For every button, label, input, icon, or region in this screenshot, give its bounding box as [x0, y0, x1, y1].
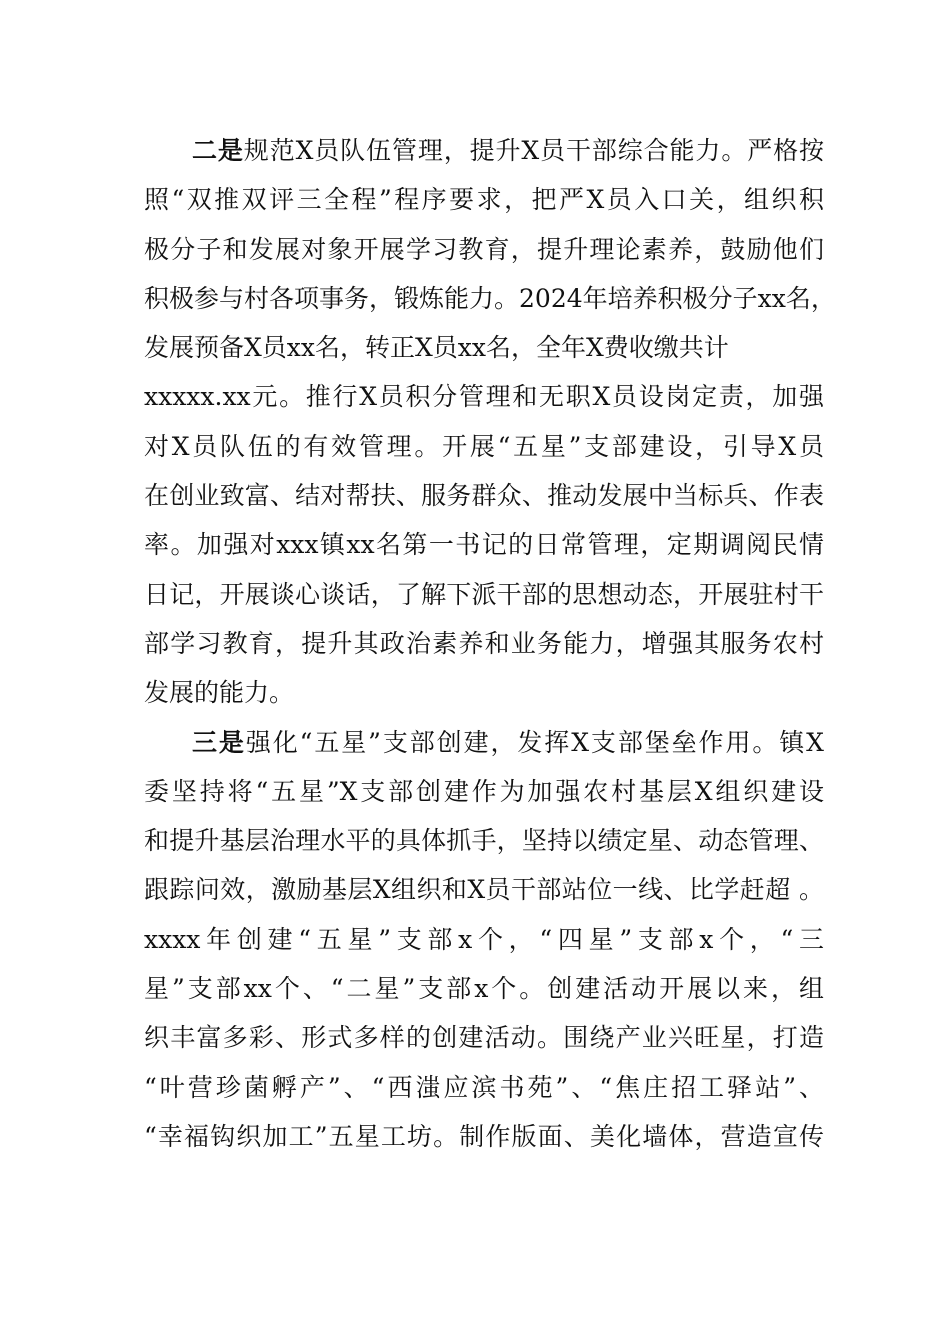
text-line: 极分子和发展对象开展学习教育，提升理论素养，鼓励他们: [144, 234, 824, 264]
text-line: 照“双推双评三全程”程序要求，把严X员入口关，组织积: [144, 185, 824, 215]
text-line: 发展预备X员xx名，转正X员xx名，全年X费收缴共计: [144, 333, 729, 363]
text-line: 跟踪问效，激励基层X组织和X员干部站位一线、比学赶超 。: [144, 875, 824, 905]
text-line: “幸福钩织加工”五星工坊。制作版面、美化墙体，营造宣传: [144, 1121, 824, 1151]
text-line: [144, 126, 824, 175]
text-line: 对X员队伍的有效管理。开展“五星”支部建设，引导X员: [144, 431, 824, 461]
text-line: 和提升基层治理水平的具体抓手，坚持以绩定星、动态管理、: [144, 826, 824, 856]
line-text: 强化“五星”支部创建，发挥X支部堡垒作用。镇X: [245, 727, 824, 757]
text-line: [144, 718, 824, 767]
text-line: 发展的能力。: [144, 678, 295, 708]
text-line: 星”支部xx个、“二星”支部x个。创建活动开展以来，组: [144, 974, 824, 1004]
paragraph-lead: 三是: [192, 727, 246, 757]
text-line: 率。加强对xxx镇xx名第一书记的日常管理，定期调阅民情: [144, 530, 824, 560]
text-line: 在创业致富、结对帮扶、服务群众、推动发展中当标兵、作表: [144, 481, 824, 511]
text-line: 织丰富多彩、形式多样的创建活动。围绕产业兴旺星，打造: [144, 1023, 824, 1053]
text-line: 积极参与村各项事务，锻炼能力。2024年培养积极分子xx名，: [144, 283, 836, 313]
document-body: [144, 126, 836, 1161]
text-line: xxxx年创建“五星”支部x个，“四星”支部x个，“三: [144, 924, 824, 954]
paragraph-lead: 二是: [192, 136, 244, 165]
text-line: 部学习教育，提升其政治素养和业务能力，增强其服务农村: [144, 628, 824, 658]
text-line: “叶营珍菌孵产”、“西滍应滨书苑”、“焦庄招工驿站”、: [144, 1072, 824, 1102]
text-line: 委坚持将“五星”X支部创建作为加强农村基层X组织建设: [144, 776, 824, 806]
paragraph-three: [144, 718, 824, 1162]
line-text: 规范X员队伍管理，提升X员干部综合能力。严格按: [243, 136, 824, 165]
text-line: 日记，开展谈心谈话，了解下派干部的思想动态，开展驻村干: [144, 579, 824, 609]
text-line: xxxxx.xx元。推行X员积分管理和无职X员设岗定责，加强: [144, 382, 824, 412]
paragraph-two: [144, 126, 836, 718]
